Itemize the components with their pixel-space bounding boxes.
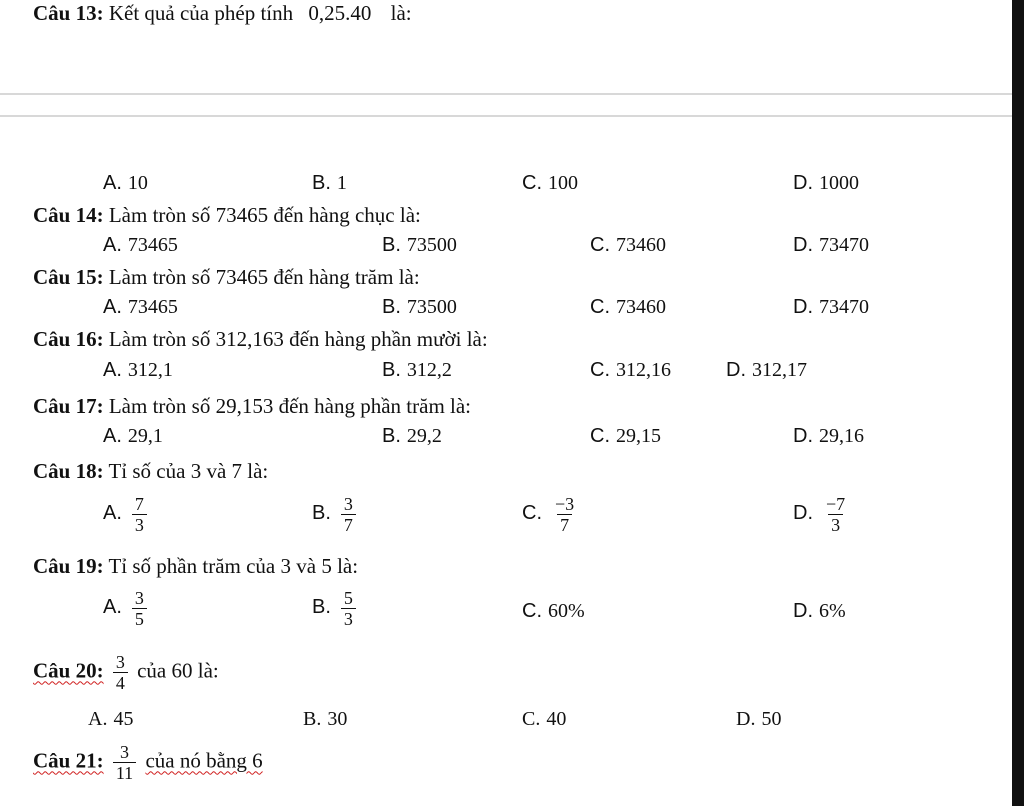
- question-text: Làm tròn số 312,163 đến hàng phần mười là:: [108, 327, 488, 351]
- option-d: [793, 172, 859, 195]
- option-letter: C.: [522, 600, 542, 622]
- question-17: [33, 394, 471, 419]
- option-value: 1000: [819, 172, 859, 194]
- option-a: [103, 494, 151, 535]
- fraction-denominator: 11: [113, 762, 136, 783]
- question-text: Làm tròn số 73465 đến hàng chục là:: [108, 203, 421, 227]
- option-b: [382, 359, 452, 382]
- option-c: [590, 234, 666, 257]
- question-text: Kết quả của phép tính: [108, 1, 294, 25]
- question-text: của nó bằng 6: [145, 748, 263, 773]
- option-c: [590, 359, 671, 382]
- option-value: 312,16: [616, 359, 671, 381]
- window-edge: [1012, 0, 1024, 806]
- option-value: 73500: [406, 296, 457, 318]
- option-value: 50: [761, 708, 782, 730]
- option-d: [736, 708, 781, 731]
- question-text: Làm tròn số 29,153 đến hàng phần trăm là:: [108, 394, 472, 418]
- option-value: 73465: [127, 234, 178, 256]
- option-value: 312,2: [406, 359, 452, 381]
- option-value: 29,2: [406, 425, 442, 447]
- fraction-numerator: 7: [134, 494, 144, 514]
- fraction-numerator: −3: [555, 494, 575, 514]
- question-label: Câu 17:: [33, 394, 104, 418]
- option-c: [522, 494, 581, 535]
- fraction-denominator: 3: [828, 514, 843, 535]
- option-c: [522, 172, 578, 195]
- option-b: [312, 588, 360, 629]
- option-c: [522, 708, 566, 731]
- option-value: 30: [327, 708, 348, 730]
- option-letter: C.: [590, 425, 610, 447]
- fraction: [823, 494, 848, 535]
- option-b: [382, 425, 442, 448]
- question-text-tail: là:: [390, 1, 412, 25]
- option-letter: D.: [736, 708, 756, 730]
- option-letter: A.: [103, 296, 122, 318]
- question-label: Câu 21:: [33, 748, 104, 773]
- option-letter: B.: [382, 296, 401, 318]
- option-value: 312,17: [752, 359, 807, 381]
- question-18: [33, 459, 268, 484]
- option-letter: D.: [793, 502, 813, 525]
- question-15: [33, 265, 420, 290]
- option-value: 312,1: [127, 359, 173, 381]
- fraction: [341, 588, 356, 629]
- option-letter: B.: [382, 234, 401, 256]
- question-13: [33, 1, 412, 26]
- question-label: Câu 19:: [33, 554, 104, 578]
- option-letter: C.: [522, 502, 542, 525]
- question-text: Làm tròn số 73465 đến hàng trăm là:: [108, 265, 420, 289]
- divider-line: [0, 115, 1012, 117]
- fraction: [113, 742, 136, 783]
- option-letter: B.: [312, 596, 331, 619]
- fraction-numerator: 3: [134, 588, 144, 608]
- option-value: 73470: [819, 296, 869, 318]
- option-letter: C.: [590, 296, 610, 318]
- fraction: [113, 652, 128, 693]
- math-expression: 0,25.40: [308, 1, 372, 25]
- option-letter: B.: [312, 172, 331, 194]
- option-c: [590, 296, 666, 319]
- option-b: [382, 296, 457, 319]
- option-d: [726, 359, 807, 382]
- option-value: 73460: [616, 234, 666, 256]
- question-label: Câu 18:: [33, 459, 104, 483]
- fraction-denominator: 7: [341, 514, 356, 535]
- option-b: [303, 708, 347, 731]
- option-letter: B.: [312, 502, 331, 525]
- option-value: 29,1: [127, 425, 163, 447]
- option-letter: A.: [88, 708, 108, 730]
- option-c: [522, 600, 585, 623]
- fraction: [132, 588, 147, 629]
- question-14: [33, 203, 421, 228]
- option-d: [793, 494, 852, 535]
- option-value: 60%: [548, 600, 585, 622]
- question-21: [33, 742, 263, 783]
- question-text: Tỉ số của 3 và 7 là:: [108, 459, 269, 483]
- option-b: [312, 172, 347, 195]
- option-value: 73460: [616, 296, 666, 318]
- option-letter: D.: [793, 172, 813, 194]
- question-label: Câu 13:: [33, 1, 104, 25]
- option-c: [590, 425, 661, 448]
- fraction-denominator: 5: [132, 608, 147, 629]
- question-text: của 60 là:: [137, 658, 219, 683]
- option-d: [793, 296, 869, 319]
- question-label: Câu 15:: [33, 265, 104, 289]
- option-value: 29,16: [819, 425, 864, 447]
- option-value: 73465: [127, 296, 178, 318]
- fraction-denominator: 3: [341, 608, 356, 629]
- option-a: [103, 359, 173, 382]
- option-letter: D.: [793, 234, 813, 256]
- fraction: [132, 494, 147, 535]
- option-letter: A.: [103, 234, 122, 256]
- option-value: 29,15: [616, 425, 661, 447]
- fraction-numerator: 3: [343, 494, 353, 514]
- fraction-numerator: 3: [120, 742, 130, 762]
- question-label: Câu 20:: [33, 658, 104, 683]
- option-value: 6%: [819, 600, 846, 622]
- fraction: [341, 494, 356, 535]
- option-letter: A.: [103, 502, 122, 525]
- option-b: [312, 494, 360, 535]
- option-value: 40: [546, 708, 567, 730]
- fraction-numerator: 3: [115, 652, 125, 672]
- question-label: Câu 16:: [33, 327, 104, 351]
- option-a: [103, 296, 178, 319]
- option-b: [382, 234, 457, 257]
- option-letter: C.: [522, 172, 542, 194]
- option-letter: D.: [793, 600, 813, 622]
- option-d: [793, 234, 869, 257]
- option-value: 1: [336, 172, 347, 194]
- fraction: [552, 494, 577, 535]
- option-letter: B.: [382, 425, 401, 447]
- fraction-numerator: 5: [343, 588, 353, 608]
- option-value: 73500: [406, 234, 457, 256]
- option-d: [793, 425, 864, 448]
- option-letter: A.: [103, 425, 122, 447]
- option-letter: B.: [382, 359, 401, 381]
- fraction-denominator: 4: [113, 672, 128, 693]
- option-letter: A.: [103, 359, 122, 381]
- option-d: [793, 600, 846, 623]
- option-letter: C.: [522, 708, 541, 730]
- option-a: [103, 588, 151, 629]
- option-letter: B.: [303, 708, 322, 730]
- option-value: 10: [127, 172, 148, 194]
- option-a: [88, 708, 133, 731]
- question-19: [33, 554, 358, 579]
- fraction-numerator: −7: [826, 494, 846, 514]
- option-letter: C.: [590, 359, 610, 381]
- option-letter: D.: [793, 425, 813, 447]
- option-letter: C.: [590, 234, 610, 256]
- option-value: 100: [548, 172, 578, 194]
- option-a: [103, 172, 148, 195]
- option-letter: A.: [103, 596, 122, 619]
- option-a: [103, 425, 163, 448]
- option-value: 73470: [819, 234, 869, 256]
- question-text: Tỉ số phần trăm của 3 và 5 là:: [108, 554, 359, 578]
- option-letter: A.: [103, 172, 122, 194]
- option-a: [103, 234, 178, 257]
- divider-line: [0, 93, 1012, 95]
- option-letter: D.: [793, 296, 813, 318]
- option-value: 45: [113, 708, 134, 730]
- question-20: [33, 652, 219, 693]
- fraction-denominator: 7: [557, 514, 572, 535]
- question-label: Câu 14:: [33, 203, 104, 227]
- question-16: [33, 327, 488, 352]
- fraction-denominator: 3: [132, 514, 147, 535]
- option-letter: D.: [726, 359, 746, 381]
